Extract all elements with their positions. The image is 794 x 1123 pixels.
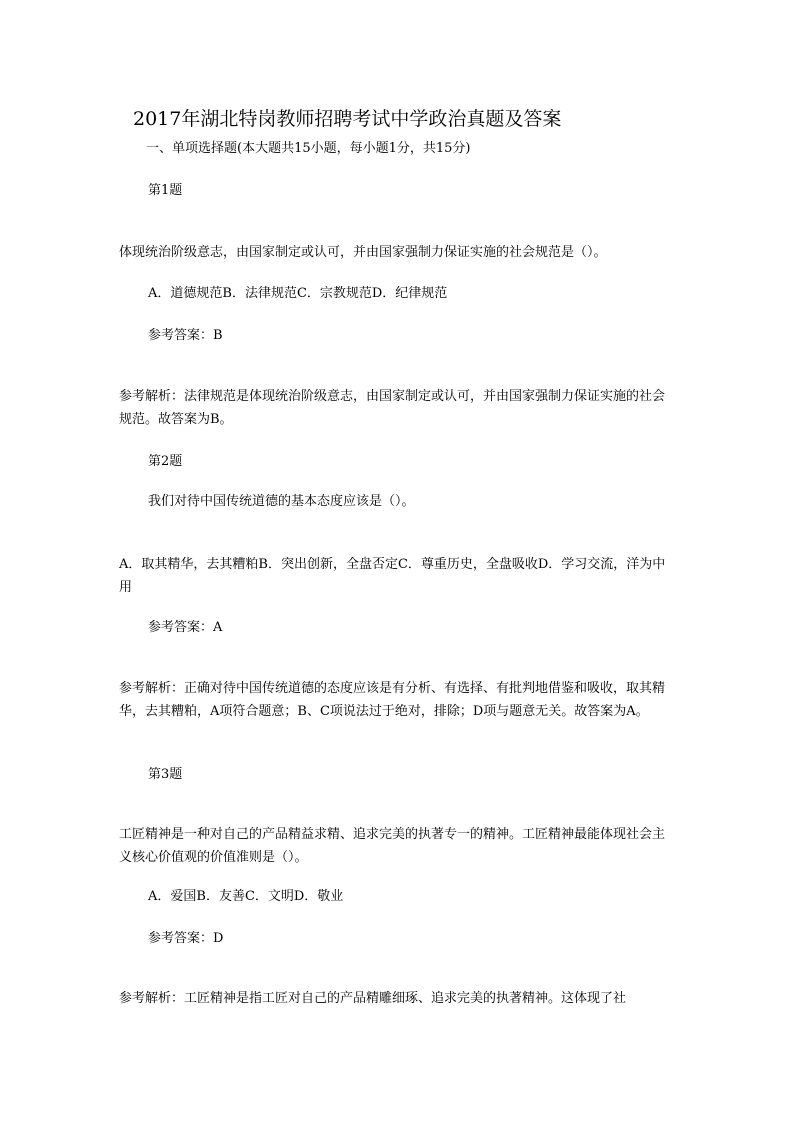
question-options: A．道德规范B．法律规范C．宗教规范D．纪律规范: [148, 286, 448, 301]
answer-text: 参考答案：B: [148, 328, 223, 343]
question-options: A．取其精华，去其糟粕B．突出创新，全盘否定C．尊重历史，全盘吸收D．学习交流，洋为中用: [119, 557, 666, 595]
question-stem: 我们对待中国传统道德的基本态度应该是（）。: [148, 494, 415, 509]
question-stem: 体现统治阶级意志，由国家制定或认可，并由国家强制力保证实施的社会规范是（）。: [119, 245, 607, 260]
section-heading: 一、单项选择题(本大题共15小题，每小题1分，共15分): [146, 141, 471, 156]
question-options: A．爱国B．友善C．文明D．敬业: [148, 889, 344, 904]
analysis-text: 参考解析：工匠精神是指工匠对自己的产品精雕细琢、追求完美的执著精神。这体现了社: [119, 991, 627, 1006]
question-label: 第2题: [148, 454, 183, 469]
analysis-text: 参考解析：正确对待中国传统道德的态度应该是有分析、有选择、有批判地借鉴和吸收，取其精华，去其糟粕，A项符合题意；B、C项说法过于绝对，排除；D项与题意无关。故答案为A。: [119, 681, 666, 719]
document-title: 2017年湖北特岗教师招聘考试中学政治真题及答案: [133, 108, 562, 130]
question-label: 第3题: [148, 767, 183, 782]
analysis-text: 参考解析：法律规范是体现统治阶级意志，由国家制定或认可，并由国家强制力保证实施的社会规范。故答案为B。: [119, 389, 666, 427]
answer-text: 参考答案：A: [148, 620, 223, 635]
answer-text: 参考答案：D: [148, 931, 224, 946]
question-stem: 工匠精神是一种对自己的产品精益求精、追求完美的执著专一的精神。工匠精神最能体现社会主义核心价值观的价值准则是（）。: [119, 827, 666, 865]
question-label: 第1题: [148, 183, 183, 198]
